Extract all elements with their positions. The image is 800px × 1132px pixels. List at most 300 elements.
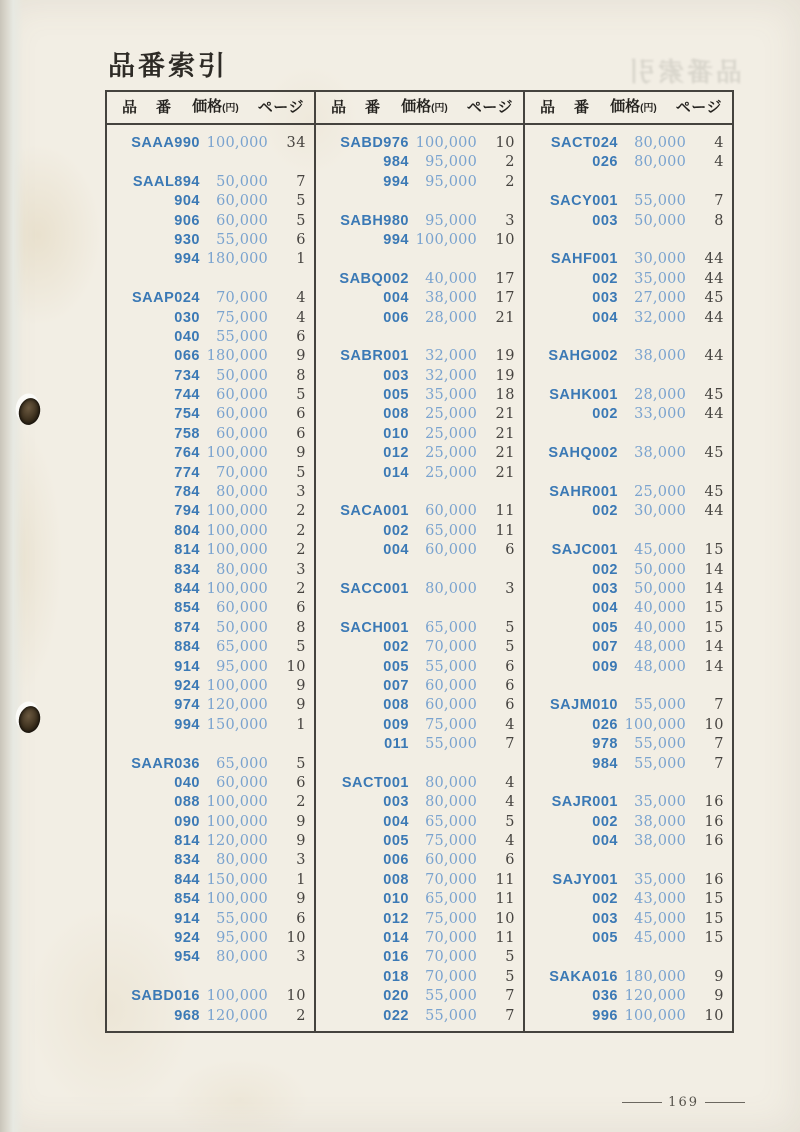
page-cell: 5: [505, 968, 515, 985]
part-number-cell: SACA001: [340, 503, 409, 520]
part-number-cell: 022: [383, 1007, 409, 1024]
table-row: [538, 793, 724, 812]
page-cell: 9: [714, 988, 724, 1005]
price-cell: 38,000: [634, 813, 686, 830]
table-row: [329, 677, 515, 696]
price-cell: 80,000: [425, 580, 477, 597]
table-row: [120, 813, 306, 832]
part-number-cell: 968: [174, 1007, 200, 1024]
price-cell: 25,000: [425, 406, 477, 423]
part-number-group: [538, 192, 724, 231]
table-row: [329, 948, 515, 967]
table-row: [120, 173, 306, 192]
part-number-group: [538, 541, 724, 677]
header-price-unit: (円): [640, 103, 657, 114]
page-cell: 5: [296, 464, 306, 481]
page-cell: 9: [296, 348, 306, 365]
table-row: [538, 871, 724, 890]
price-cell: 150,000: [206, 716, 268, 733]
table-row: [120, 929, 306, 948]
part-number-cell: 844: [174, 871, 200, 888]
table-row: [120, 1007, 306, 1026]
page-cell: 8: [296, 367, 306, 384]
part-number-group: [329, 619, 515, 755]
header-part-number: 品 番: [331, 99, 383, 116]
table-row: [329, 1007, 515, 1026]
price-cell: 100,000: [206, 522, 268, 539]
price-cell: 50,000: [216, 173, 268, 190]
table-row: [120, 541, 306, 560]
part-number-cell: 874: [174, 619, 200, 636]
table-row: [538, 561, 724, 580]
price-cell: 50,000: [634, 212, 686, 229]
table-row: [329, 638, 515, 657]
header-page: ページ: [466, 99, 513, 116]
page-cell: 11: [495, 871, 515, 888]
table-row: [329, 774, 515, 793]
page-cell: 4: [505, 716, 515, 733]
price-cell: 180,000: [206, 251, 268, 268]
page-cell: 7: [714, 736, 724, 753]
table-row: [538, 755, 724, 774]
table-row: [538, 987, 724, 1006]
part-number-cell: SAAR036: [131, 755, 200, 772]
table-row: [120, 367, 306, 386]
part-number-cell: 758: [174, 425, 200, 442]
price-cell: 70,000: [216, 290, 268, 307]
price-cell: 100,000: [206, 813, 268, 830]
part-number-cell: 003: [592, 290, 618, 307]
price-cell: 33,000: [634, 406, 686, 423]
part-number-index-table: [105, 90, 734, 1033]
page-cell: 17: [495, 270, 515, 287]
footer-rule-left: [622, 1102, 662, 1103]
page-cell: 5: [505, 813, 515, 830]
page-cell: 34: [286, 135, 306, 151]
page-cell: 11: [495, 522, 515, 539]
page-cell: 21: [495, 406, 515, 423]
page-cell: 14: [704, 639, 724, 656]
part-number-cell: 005: [592, 930, 618, 947]
table-row: [120, 658, 306, 677]
page-cell: 44: [704, 348, 724, 365]
table-row: [120, 696, 306, 715]
page-cell: 10: [495, 135, 515, 151]
price-cell: 55,000: [634, 755, 686, 772]
part-number-cell: 026: [592, 716, 618, 733]
part-number-cell: 036: [592, 988, 618, 1005]
table-row: [329, 716, 515, 735]
price-cell: 180,000: [206, 348, 268, 365]
page-cell: 5: [296, 755, 306, 772]
part-number-cell: 011: [384, 736, 409, 753]
table-row: [120, 987, 306, 1006]
table-row: [120, 347, 306, 366]
page-cell: 16: [704, 833, 724, 850]
table-row: [120, 580, 306, 599]
part-number-cell: 978: [592, 736, 618, 753]
part-number-cell: 005: [383, 387, 409, 404]
part-number-group: [538, 250, 724, 328]
table-row: [329, 444, 515, 463]
price-cell: 45,000: [634, 930, 686, 947]
part-number-cell: 007: [383, 677, 409, 694]
table-row: [120, 793, 306, 812]
page-cell: 7: [505, 736, 515, 753]
table-row: [120, 212, 306, 231]
part-number-group: [329, 347, 515, 483]
page-cell: 9: [296, 697, 306, 714]
price-cell: 60,000: [425, 542, 477, 559]
part-number-cell: 003: [592, 212, 618, 229]
part-number-cell: 814: [174, 833, 200, 850]
table-row: [329, 134, 515, 153]
part-number-cell: 008: [383, 871, 409, 888]
price-cell: 50,000: [634, 580, 686, 597]
page-cell: 5: [296, 639, 306, 656]
part-number-cell: 006: [383, 852, 409, 869]
price-cell: 48,000: [634, 658, 686, 675]
table-row: [329, 522, 515, 541]
price-cell: 32,000: [634, 309, 686, 326]
page-cell: 3: [505, 212, 515, 229]
table-row: [120, 716, 306, 735]
price-cell: 55,000: [216, 910, 268, 927]
header-price: [192, 90, 239, 125]
table-header-row: [525, 92, 732, 125]
part-number-cell: 009: [592, 658, 618, 675]
price-cell: 55,000: [216, 231, 268, 248]
part-number-cell: SAJY001: [552, 871, 618, 888]
price-cell: 80,000: [634, 135, 686, 151]
table-row: [538, 444, 724, 463]
table-row: [538, 134, 724, 153]
page-cell: 15: [704, 891, 724, 908]
part-number-cell: 008: [383, 697, 409, 714]
price-cell: 100,000: [206, 580, 268, 597]
page-cell: 6: [296, 328, 306, 345]
price-cell: 120,000: [206, 697, 268, 714]
header-part-number: 品 番: [540, 99, 592, 116]
price-cell: 70,000: [425, 639, 477, 656]
price-cell: 120,000: [206, 1007, 268, 1024]
part-number-group: [538, 483, 724, 522]
table-row: [120, 638, 306, 657]
part-number-cell: 026: [592, 154, 618, 171]
page-cell: 44: [704, 251, 724, 268]
part-number-cell: SAAL894: [132, 173, 200, 190]
table-row: [538, 1007, 724, 1026]
part-number-group: [329, 502, 515, 560]
price-cell: 60,000: [216, 774, 268, 791]
table-column-body: [107, 125, 314, 1031]
part-number-cell: 854: [174, 600, 200, 617]
part-number-cell: SACT024: [550, 135, 618, 151]
part-number-cell: SAHF001: [550, 251, 618, 268]
part-number-cell: 002: [592, 561, 618, 578]
table-row: [538, 502, 724, 521]
price-cell: 40,000: [634, 600, 686, 617]
price-cell: 65,000: [216, 639, 268, 656]
header-price-label: 価格: [610, 98, 641, 115]
part-number-cell: 774: [174, 464, 200, 481]
part-number-cell: 834: [174, 852, 200, 869]
part-number-cell: 924: [174, 677, 200, 694]
page-cell: 2: [296, 1007, 306, 1024]
part-number-cell: 020: [383, 988, 409, 1005]
part-number-cell: 066: [174, 348, 200, 365]
part-number-cell: SACY001: [550, 193, 618, 210]
part-number-cell: 784: [174, 484, 200, 501]
table-row: [538, 890, 724, 909]
price-cell: 65,000: [425, 891, 477, 908]
table-row: [120, 851, 306, 870]
price-cell: 32,000: [425, 367, 477, 384]
price-cell: 55,000: [425, 988, 477, 1005]
price-cell: 55,000: [425, 1007, 477, 1024]
part-number-cell: SAAA990: [131, 135, 200, 151]
page-cell: 7: [714, 755, 724, 772]
page-cell: 6: [505, 658, 515, 675]
price-cell: 60,000: [425, 503, 477, 520]
part-number-cell: 844: [174, 580, 200, 597]
page-cell: 16: [704, 794, 724, 811]
price-cell: 60,000: [216, 212, 268, 229]
price-cell: 60,000: [425, 677, 477, 694]
table-row: [329, 832, 515, 851]
part-number-cell: 984: [383, 154, 409, 171]
page-cell: 6: [296, 406, 306, 423]
price-cell: 35,000: [634, 270, 686, 287]
page-cell: 2: [296, 503, 306, 520]
price-cell: 45,000: [634, 542, 686, 559]
table-column-3: [523, 92, 732, 1031]
page-spine-shadow: [0, 0, 24, 1132]
table-row: [538, 309, 724, 328]
page-cell: 2: [296, 794, 306, 811]
price-cell: 60,000: [216, 387, 268, 404]
part-number-group: [538, 386, 724, 425]
table-column-body: [316, 125, 523, 1031]
table-row: [329, 851, 515, 870]
part-number-cell: SACC001: [340, 580, 409, 597]
price-cell: 65,000: [425, 813, 477, 830]
part-number-cell: 014: [383, 930, 409, 947]
part-number-cell: 006: [383, 309, 409, 326]
page-cell: 3: [296, 484, 306, 501]
price-cell: 35,000: [634, 794, 686, 811]
table-row: [120, 910, 306, 929]
page-cell: 6: [505, 677, 515, 694]
part-number-cell: 814: [174, 542, 200, 559]
part-number-cell: SAAP024: [132, 290, 200, 307]
part-number-cell: SACT001: [341, 774, 409, 791]
price-cell: 25,000: [425, 425, 477, 442]
part-number-cell: 002: [383, 639, 409, 656]
price-cell: 65,000: [425, 619, 477, 636]
page-cell: 11: [495, 930, 515, 947]
price-cell: 100,000: [206, 135, 268, 151]
table-row: [329, 425, 515, 444]
price-cell: 30,000: [634, 251, 686, 268]
price-cell: 55,000: [425, 658, 477, 675]
part-number-cell: 984: [592, 755, 618, 772]
part-number-cell: SAKA016: [549, 968, 618, 985]
table-row: [329, 987, 515, 1006]
header-price-unit: (円): [431, 103, 448, 114]
page-cell: 10: [495, 231, 515, 248]
part-number-cell: 002: [592, 406, 618, 423]
table-row: [329, 212, 515, 231]
part-number-cell: SAHQ002: [548, 445, 618, 462]
part-number-group: [538, 347, 724, 366]
part-number-group: [538, 793, 724, 851]
part-number-group: [329, 134, 515, 192]
price-cell: 100,000: [624, 716, 686, 733]
part-number-cell: 008: [383, 406, 409, 423]
table-row: [120, 192, 306, 211]
part-number-cell: 914: [174, 658, 200, 675]
part-number-cell: 954: [174, 949, 200, 966]
price-cell: 50,000: [216, 367, 268, 384]
table-row: [538, 735, 724, 754]
table-row: [329, 270, 515, 289]
price-cell: 100,000: [206, 503, 268, 520]
table-row: [120, 890, 306, 909]
part-number-cell: SAHG002: [548, 348, 618, 365]
part-number-cell: 030: [174, 309, 200, 326]
table-row: [329, 173, 515, 192]
part-number-cell: 088: [174, 794, 200, 811]
table-row: [329, 658, 515, 677]
table-row: [329, 347, 515, 366]
table-row: [120, 755, 306, 774]
page-cell: 18: [495, 387, 515, 404]
price-cell: 120,000: [624, 988, 686, 1005]
table-row: [329, 367, 515, 386]
price-cell: 150,000: [206, 871, 268, 888]
table-row: [538, 250, 724, 269]
table-row: [538, 153, 724, 172]
page-cell: 7: [505, 988, 515, 1005]
part-number-group: [538, 968, 724, 1026]
part-number-cell: 794: [174, 503, 200, 520]
part-number-cell: SAHR001: [549, 484, 618, 501]
page-cell: 5: [505, 619, 515, 636]
table-row: [538, 696, 724, 715]
page-cell: 6: [296, 600, 306, 617]
price-cell: 100,000: [206, 445, 268, 462]
part-number-cell: 018: [383, 968, 409, 985]
part-number-cell: 014: [383, 464, 409, 481]
table-row: [120, 425, 306, 444]
part-number-cell: 004: [383, 542, 409, 559]
part-number-cell: 004: [592, 309, 618, 326]
part-number-cell: 974: [174, 697, 200, 714]
page-cell: 4: [505, 794, 515, 811]
table-row: [120, 619, 306, 638]
price-cell: 95,000: [216, 930, 268, 947]
header-price: [401, 90, 448, 125]
part-number-cell: 994: [174, 716, 200, 733]
part-number-cell: SAJM010: [550, 697, 618, 714]
page-cell: 9: [714, 968, 724, 985]
part-number-cell: 930: [174, 231, 200, 248]
table-row: [329, 289, 515, 308]
table-row: [120, 522, 306, 541]
page-cell: 4: [296, 309, 306, 326]
table-row: [120, 405, 306, 424]
table-row: [538, 192, 724, 211]
price-cell: 100,000: [206, 988, 268, 1005]
page-cell: 2: [296, 542, 306, 559]
table-column-2: [314, 92, 523, 1031]
table-row: [120, 328, 306, 347]
page-cell: 10: [704, 716, 724, 733]
page-cell: 2: [296, 580, 306, 597]
page-cell: 45: [704, 484, 724, 501]
page-cell: 1: [296, 716, 306, 733]
page-cell: 5: [505, 949, 515, 966]
part-number-cell: 040: [174, 328, 200, 345]
table-row: [329, 541, 515, 560]
price-cell: 100,000: [206, 794, 268, 811]
part-number-cell: 004: [383, 813, 409, 830]
table-row: [120, 386, 306, 405]
price-cell: 70,000: [425, 968, 477, 985]
page-cell: 21: [495, 445, 515, 462]
page-cell: 6: [296, 774, 306, 791]
page-cell: 7: [296, 173, 306, 190]
price-cell: 80,000: [634, 154, 686, 171]
table-row: [329, 231, 515, 250]
table-row: [120, 309, 306, 328]
page-cell: 4: [296, 290, 306, 307]
price-cell: 55,000: [634, 193, 686, 210]
price-cell: 100,000: [206, 891, 268, 908]
table-row: [538, 599, 724, 618]
table-row: [329, 968, 515, 987]
price-cell: 55,000: [634, 736, 686, 753]
table-row: [329, 910, 515, 929]
part-number-group: [329, 212, 515, 251]
part-number-cell: SABQ002: [339, 270, 409, 287]
part-number-cell: 004: [383, 290, 409, 307]
part-number-cell: 005: [383, 658, 409, 675]
part-number-cell: 040: [174, 774, 200, 791]
page-cell: 17: [495, 290, 515, 307]
page-cell: 10: [495, 910, 515, 927]
footer-rule-right: [705, 1102, 745, 1103]
table-row: [329, 580, 515, 599]
price-cell: 100,000: [624, 1007, 686, 1024]
price-cell: 120,000: [206, 833, 268, 850]
part-number-cell: SABR001: [340, 348, 409, 365]
page-cell: 19: [495, 367, 515, 384]
page-cell: 9: [296, 891, 306, 908]
part-number-cell: 994: [383, 173, 409, 190]
price-cell: 45,000: [634, 910, 686, 927]
page-cell: 4: [505, 774, 515, 791]
page-cell: 21: [495, 425, 515, 442]
table-row: [538, 658, 724, 677]
bleedthrough-title: 品番索引: [625, 57, 742, 87]
part-number-cell: 754: [174, 406, 200, 423]
price-cell: 100,000: [206, 677, 268, 694]
page-cell: 5: [296, 193, 306, 210]
table-row: [329, 405, 515, 424]
table-row: [538, 638, 724, 657]
